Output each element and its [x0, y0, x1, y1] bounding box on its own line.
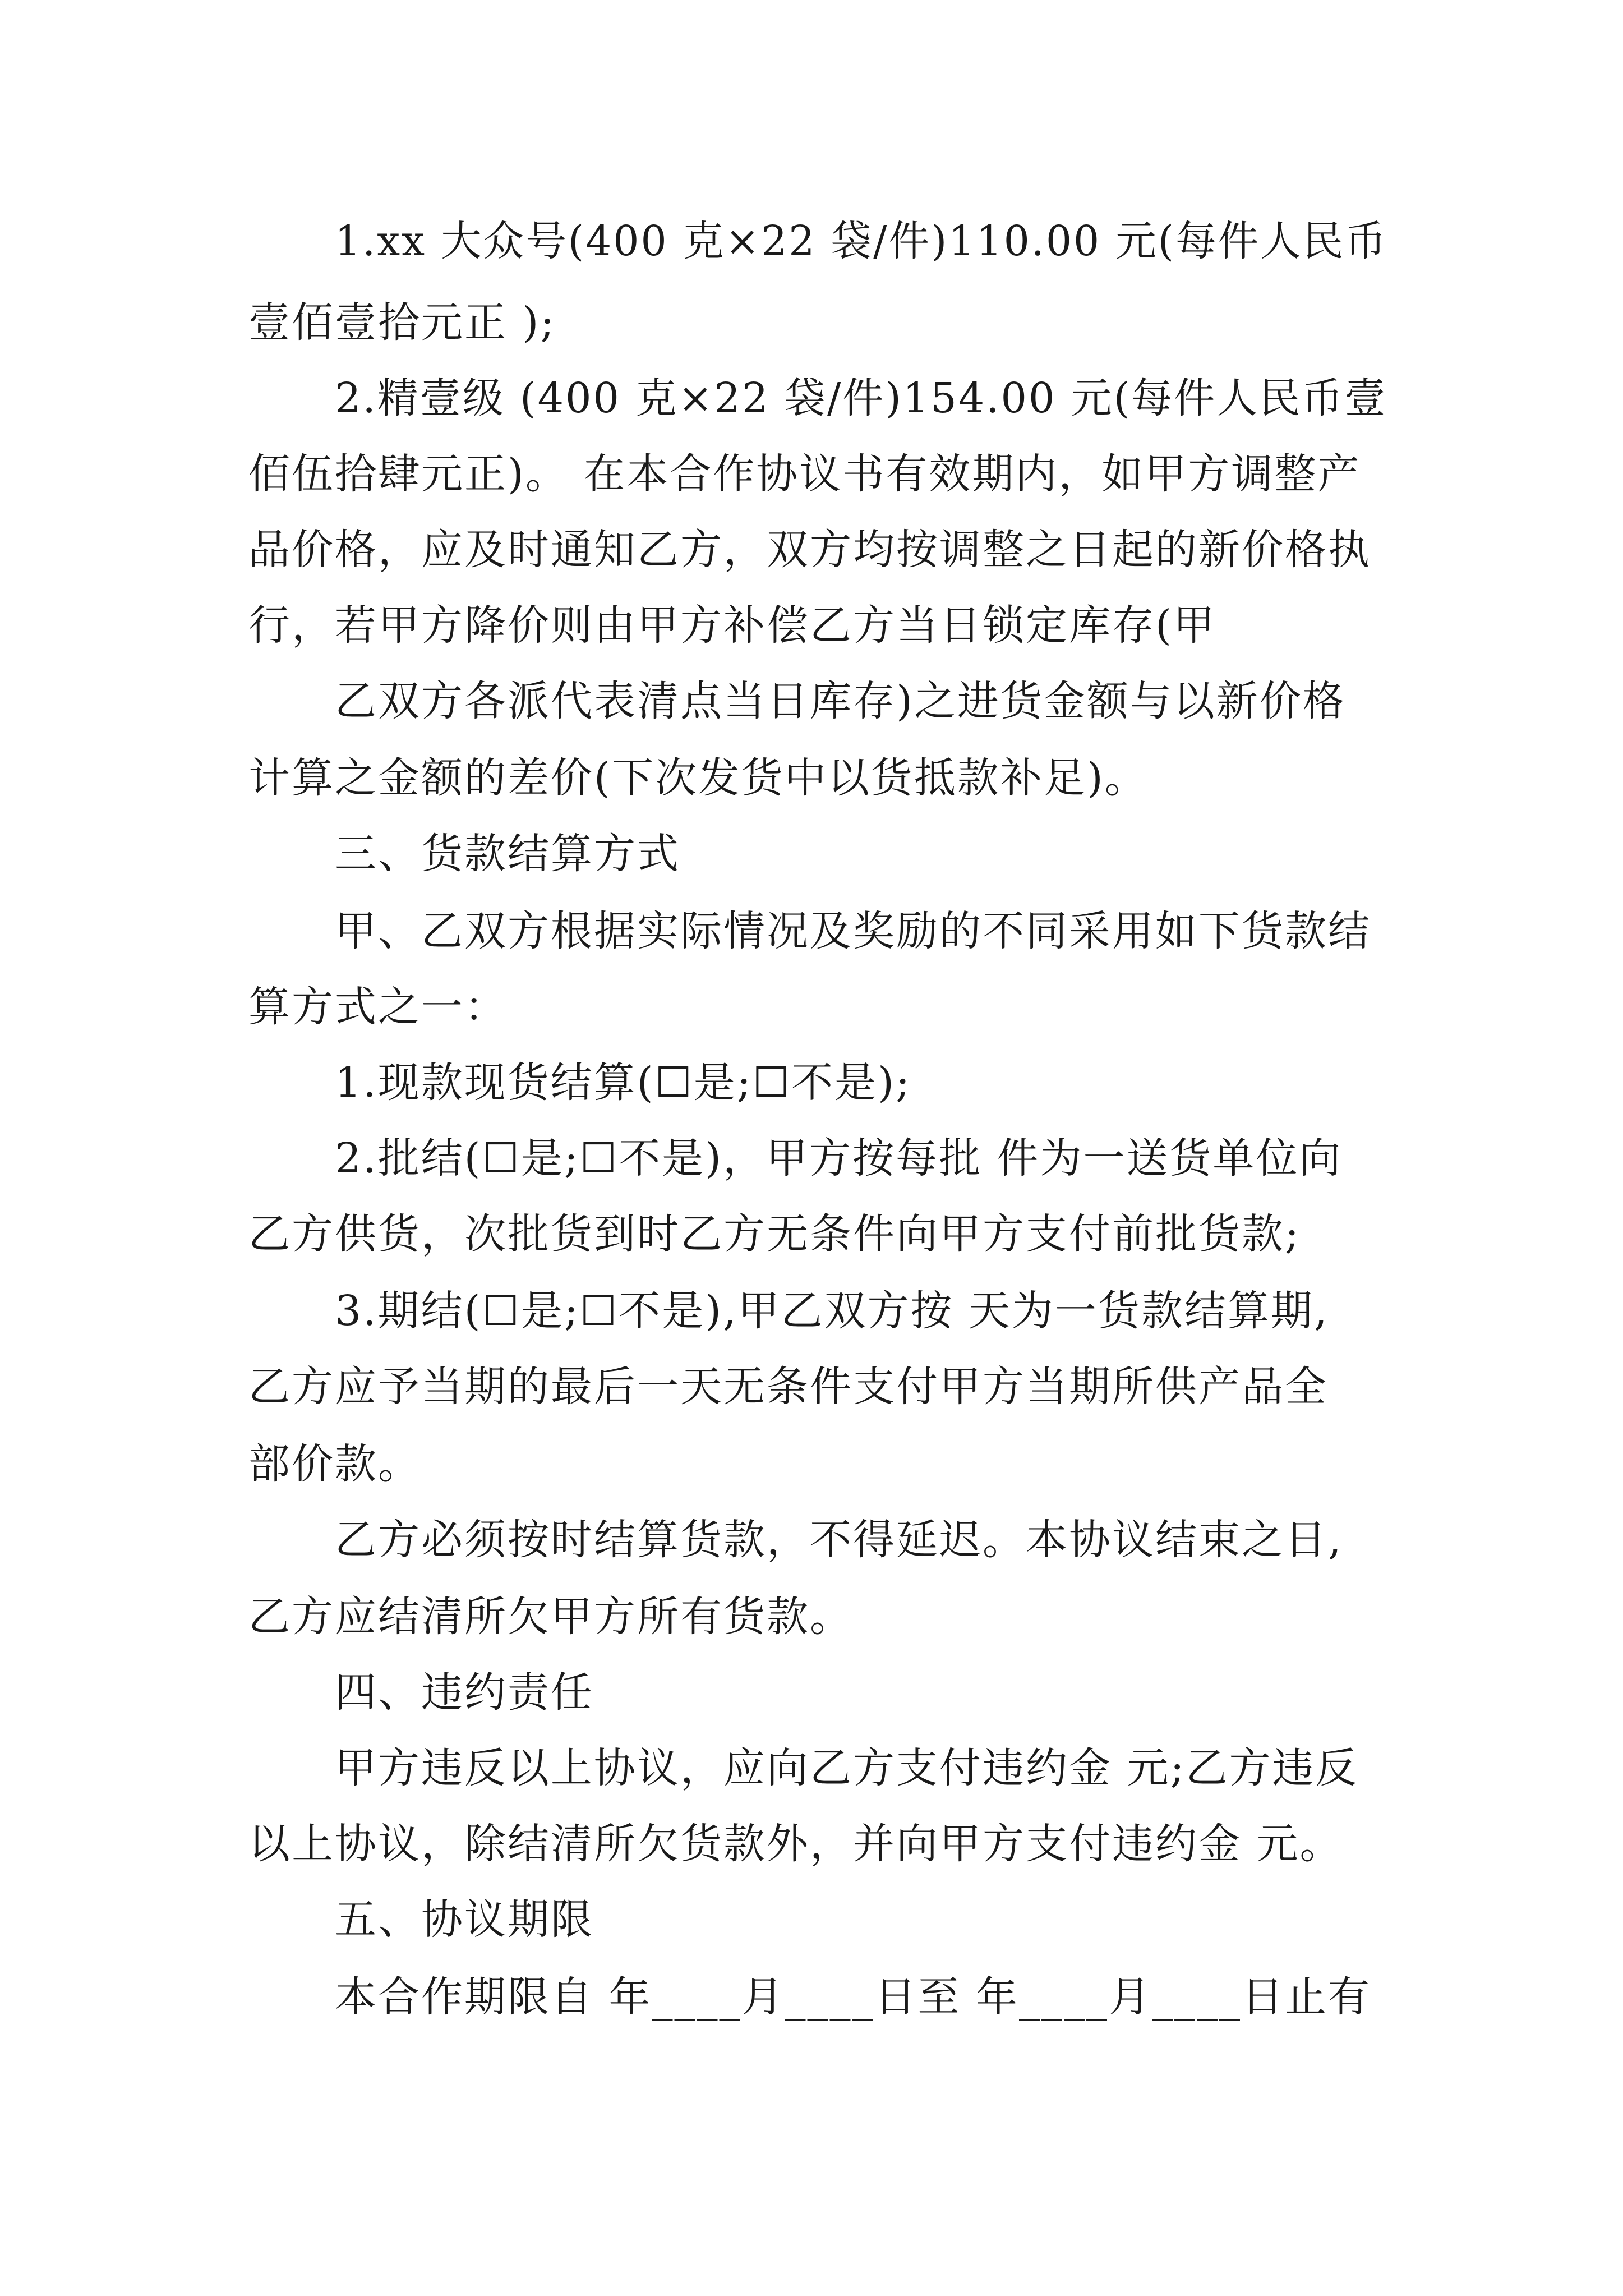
text-line: 1.现款现货结算(☐是;☐不是); [335, 1059, 911, 1107]
text-line: 乙方必须按时结算货款，不得延迟。本协议结束之日, [335, 1516, 1343, 1564]
text-line: 部价款。 [248, 1440, 421, 1488]
text-line: 品价格，应及时通知乙方，双方均按调整之日起的新价格执 [248, 526, 1371, 574]
section-heading: 五、协议期限 [335, 1895, 594, 1944]
text-line: 甲方违反以上协议，应向乙方支付违约金 元;乙方违反 [335, 1744, 1359, 1792]
text-line: 1.xx 大众号(400 克×22 袋/件)110.00 元(每件人民币 [335, 217, 1388, 265]
text-line: 行，若甲方降价则由甲方补偿乙方当日锁定库存(甲 [248, 601, 1216, 650]
text-line: 2.精壹级 (400 克×22 袋/件)154.00 元(每件人民币壹 [335, 374, 1387, 422]
text-line: 甲、乙双方根据实际情况及奖励的不同采用如下货款结 [335, 907, 1371, 955]
text-line: 2.批结(☐是;☐不是)，甲方按每批 件为一送货单位向 [335, 1134, 1343, 1182]
text-line: 本合作期限自 年____月____日至 年____月____日止有 [335, 1973, 1372, 2021]
text-line: 算方式之一： [248, 983, 508, 1031]
section-heading: 三、货款结算方式 [335, 830, 680, 878]
text-line: 计算之金额的差价(下次发货中以货抵款补足)。 [248, 754, 1148, 802]
text-line: 乙双方各派代表清点当日库存)之进货金额与以新价格 [335, 677, 1346, 725]
text-line: 佰伍拾肆元正)。 在本合作协议书有效期内，如甲方调整产 [248, 450, 1361, 498]
section-heading: 四、违约责任 [335, 1668, 594, 1717]
text-line: 壹佰壹拾元正 ); [248, 298, 556, 347]
text-line: 3.期结(☐是;☐不是),甲乙双方按 天为一货款结算期, [335, 1287, 1329, 1335]
text-line: 乙方应结清所欠甲方所有货款。 [248, 1593, 853, 1641]
text-line: 以上协议，除结清所欠货款外，并向甲方支付违约金 元。 [248, 1820, 1343, 1868]
text-line: 乙方供货，次批货到时乙方无条件向甲方支付前批货款; [248, 1210, 1301, 1258]
text-line: 乙方应予当期的最后一天无条件支付甲方当期所供产品全 [248, 1363, 1328, 1411]
